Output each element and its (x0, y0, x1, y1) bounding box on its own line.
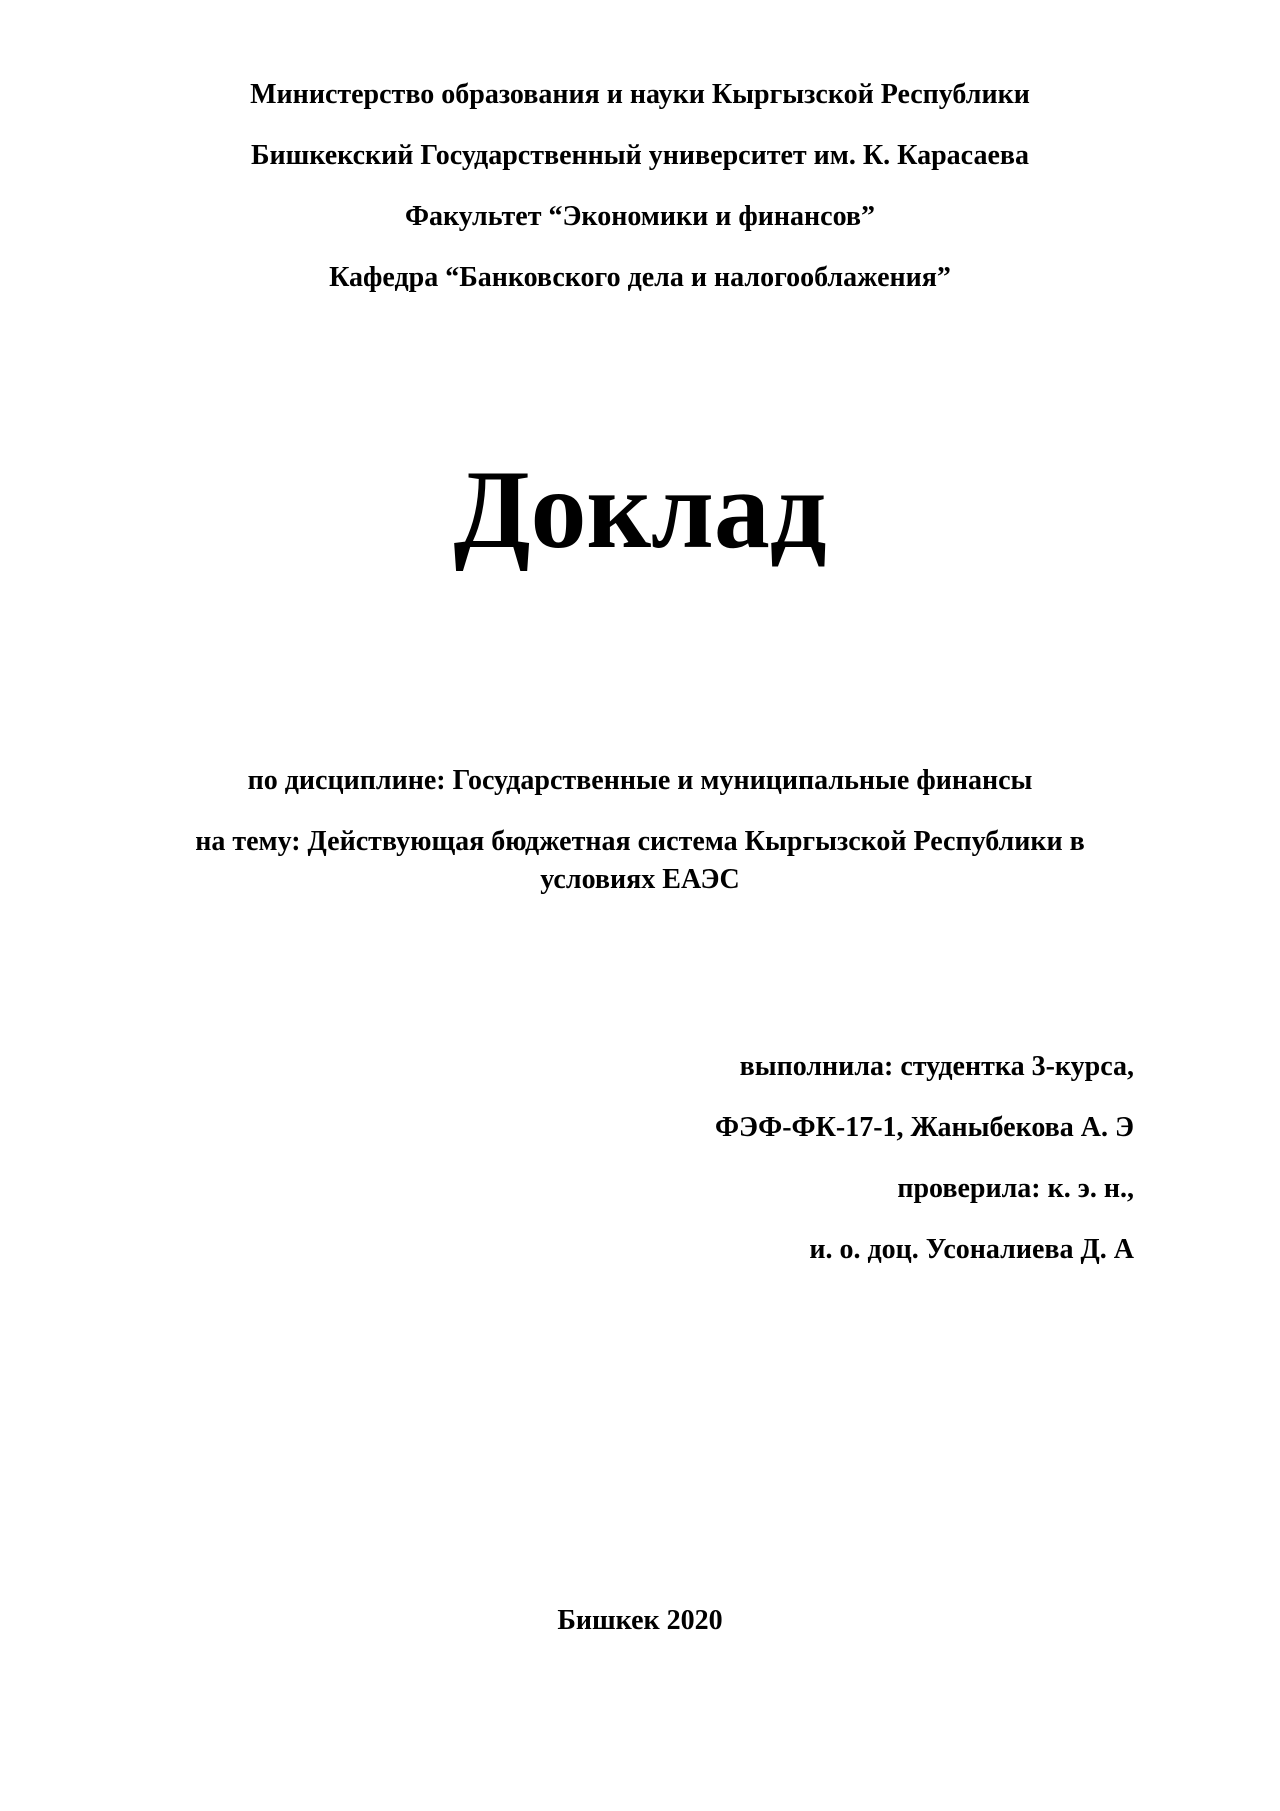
university-line: Бишкекский Государственный университет им. К. Карасаева (251, 140, 1029, 171)
discipline-line: по дисциплине: Государственные и муниципальные финансы (247, 765, 1033, 796)
performed-by-line: выполнила: студентка 3-курса, (739, 1051, 1134, 1082)
ministry-line: Министерство образования и науки Кыргызской Республики (250, 79, 1030, 110)
department-line: Кафедра “Банковского дела и налогооблажения” (329, 262, 951, 293)
teacher-name-line: и. о. доц. Усоналиева Д. А (809, 1234, 1134, 1265)
topic-line: на тему: Действующая бюджетная система Кыргызской Республики в условиях ЕАЭС (195, 826, 1085, 895)
checked-by-line: проверила: к. э. н., (897, 1173, 1134, 1204)
faculty-line: Факультет “Экономики и финансов” (404, 201, 876, 232)
student-name-line: ФЭФ-ФК-17-1, Жаныбекова А. Э (715, 1112, 1134, 1143)
document-title: Доклад (453, 448, 827, 572)
author-block (434, 1050, 1134, 1294)
city-year: Бишкек 2020 (557, 1605, 723, 1636)
